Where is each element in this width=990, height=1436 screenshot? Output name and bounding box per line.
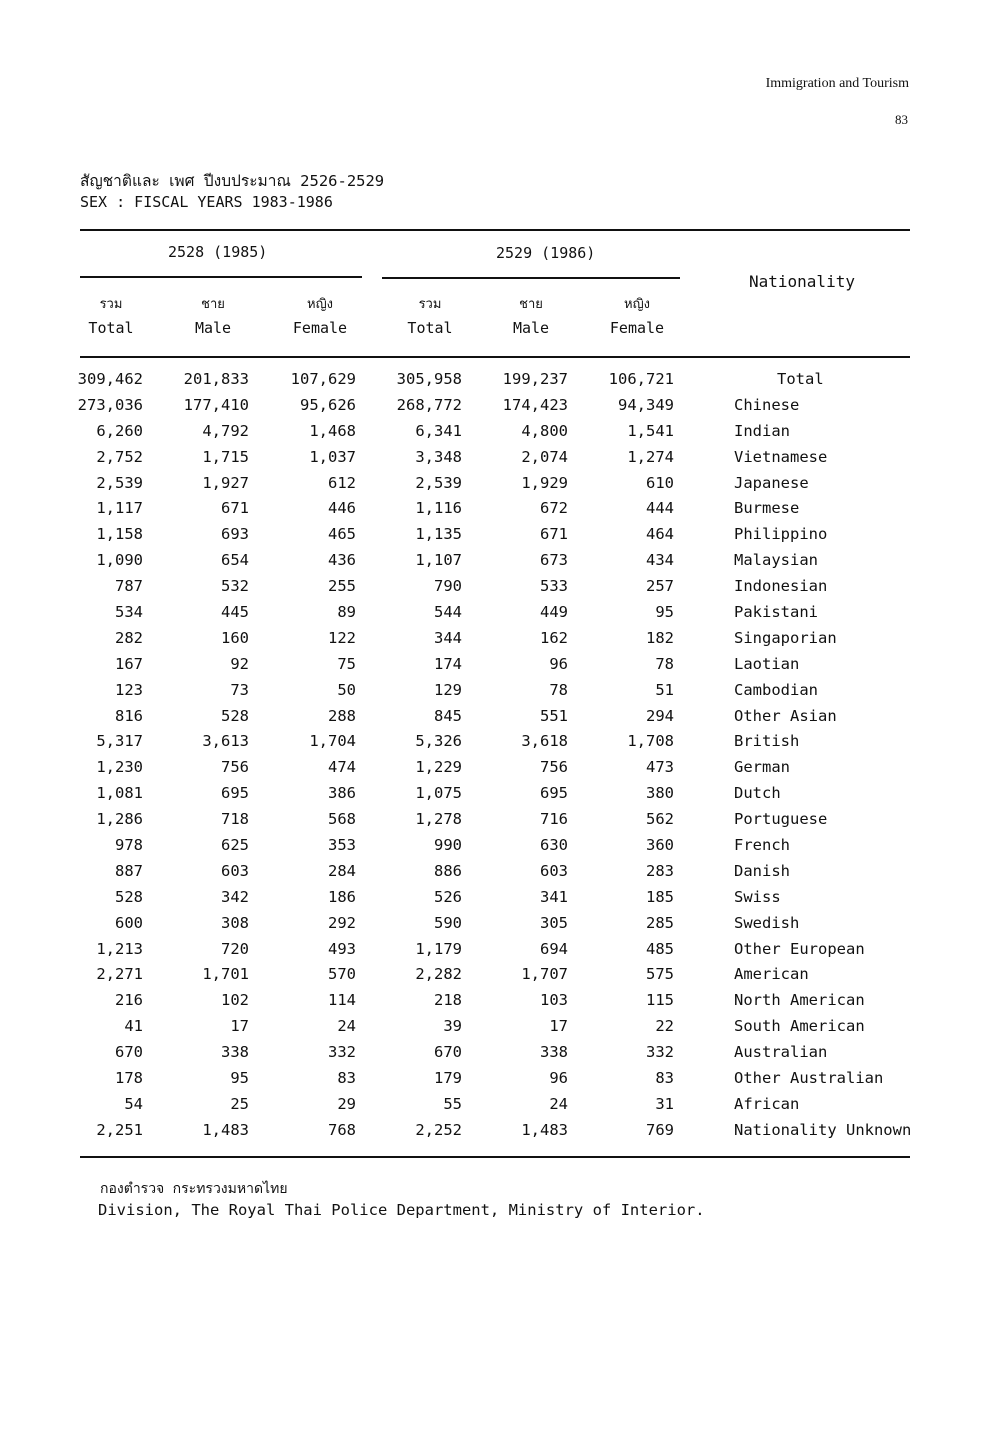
- table-cell: 29: [337, 1094, 356, 1113]
- table-cell: 1,468: [309, 421, 356, 440]
- table-cell: 17: [549, 1017, 568, 1036]
- column-header-male-1986: [486, 293, 576, 337]
- data-table-body: [0, 370, 990, 1147]
- table-cell: 2,752: [96, 447, 143, 466]
- column-header-thai: หญิง: [307, 297, 333, 312]
- table-cell: 162: [540, 628, 568, 647]
- nationality-label: Cambodian: [734, 680, 818, 699]
- table-cell: 338: [540, 1043, 568, 1062]
- table-cell: 718: [221, 810, 249, 829]
- nationality-label: Malaysian: [734, 551, 818, 570]
- running-header: Immigration and Tourism: [765, 76, 909, 91]
- table-cell: 1,179: [415, 939, 462, 958]
- table-cell: 887: [115, 861, 143, 880]
- table-row: [0, 499, 990, 525]
- table-row: [0, 655, 990, 681]
- table-cell: 695: [221, 784, 249, 803]
- nationality-label: British: [734, 732, 800, 751]
- table-row: [0, 732, 990, 758]
- table-title-thai: สัญชาติและ เพศ ปีงบประมาณ 2526-2529: [80, 172, 385, 190]
- table-row: [0, 940, 990, 966]
- nationality-label: French: [734, 836, 790, 855]
- table-cell: 75: [337, 654, 356, 673]
- table-cell: 672: [540, 499, 568, 518]
- table-cell: 534: [115, 603, 143, 622]
- table-cell: 199,237: [502, 370, 568, 388]
- column-header-female-1986: [592, 293, 682, 337]
- table-cell: 360: [646, 836, 674, 855]
- table-cell: 3,618: [521, 732, 568, 751]
- table-cell: 445: [221, 603, 249, 622]
- table-cell: 282: [115, 628, 143, 647]
- table-cell: 2,252: [415, 1120, 462, 1139]
- table-cell: 1,107: [415, 551, 462, 570]
- nationality-label: Swedish: [734, 913, 800, 932]
- table-cell: 603: [221, 861, 249, 880]
- table-cell: 344: [434, 628, 462, 647]
- nationality-label: Philippino: [734, 525, 828, 544]
- column-header-english: Total: [407, 319, 453, 337]
- table-cell: 341: [540, 887, 568, 906]
- table-cell: 1,708: [627, 732, 674, 751]
- table-cell: 95,626: [300, 395, 356, 414]
- column-header-thai: รวม: [99, 297, 123, 312]
- table-cell: 473: [646, 758, 674, 777]
- table-cell: 1,541: [627, 421, 674, 440]
- table-cell: 92: [230, 654, 249, 673]
- table-row: [0, 1069, 990, 1095]
- table-cell: 55: [443, 1094, 462, 1113]
- table-cell: 670: [434, 1043, 462, 1062]
- nationality-label: German: [734, 758, 790, 777]
- table-cell: 610: [646, 473, 674, 492]
- table-cell: 990: [434, 836, 462, 855]
- table-cell: 544: [434, 603, 462, 622]
- table-cell: 24: [549, 1094, 568, 1113]
- table-cell: 1,278: [415, 810, 462, 829]
- table-cell: 756: [221, 758, 249, 777]
- table-cell: 386: [328, 784, 356, 803]
- table-cell: 285: [646, 913, 674, 932]
- year-group-rule-1986: [382, 277, 680, 279]
- table-cell: 600: [115, 913, 143, 932]
- table-cell: 693: [221, 525, 249, 544]
- nationality-label: Danish: [734, 861, 790, 880]
- table-cell: 179: [434, 1069, 462, 1088]
- table-row: [0, 396, 990, 422]
- table-cell: 716: [540, 810, 568, 829]
- nationality-label: Vietnamese: [734, 447, 828, 466]
- table-row: [0, 965, 990, 991]
- column-header-thai: หญิง: [624, 297, 650, 312]
- table-row: [0, 784, 990, 810]
- table-cell: 17: [230, 1017, 249, 1036]
- table-cell: 551: [540, 706, 568, 725]
- nationality-label: Japanese: [734, 473, 809, 492]
- nationality-label: Singaporian: [734, 628, 837, 647]
- table-cell: 2,271: [96, 965, 143, 984]
- table-cell: 1,715: [202, 447, 249, 466]
- table-cell: 114: [328, 991, 356, 1010]
- year-group-rule-1985: [80, 276, 362, 278]
- table-row: [0, 758, 990, 784]
- column-header-total-1985: [66, 293, 156, 337]
- table-cell: 4,800: [521, 421, 568, 440]
- column-header-english: Male: [194, 319, 232, 337]
- table-cell: 288: [328, 706, 356, 725]
- table-row: [0, 629, 990, 655]
- table-cell: 122: [328, 628, 356, 647]
- table-cell: 273,036: [77, 395, 143, 414]
- table-cell: 106,721: [608, 370, 674, 388]
- nationality-label: Indian: [734, 421, 790, 440]
- nationality-label: South American: [734, 1017, 865, 1036]
- table-cell: 95: [655, 603, 674, 622]
- column-header-english: Female: [609, 319, 665, 337]
- table-cell: 332: [646, 1043, 674, 1062]
- source-note-thai: กองตำรวจ กระทรวงมหาดไทย: [100, 1181, 288, 1197]
- table-cell: 115: [646, 991, 674, 1010]
- table-cell: 694: [540, 939, 568, 958]
- table-cell: 94,349: [618, 395, 674, 414]
- table-cell: 1,483: [521, 1120, 568, 1139]
- table-cell: 2,282: [415, 965, 462, 984]
- table-row: [0, 422, 990, 448]
- table-cell: 1,081: [96, 784, 143, 803]
- table-cell: 1,075: [415, 784, 462, 803]
- table-cell: 526: [434, 887, 462, 906]
- table-cell: 575: [646, 965, 674, 984]
- table-row: [0, 914, 990, 940]
- column-header-english: Female: [292, 319, 348, 337]
- table-cell: 444: [646, 499, 674, 518]
- table-cell: 670: [115, 1043, 143, 1062]
- nationality-label: African: [734, 1094, 800, 1113]
- table-cell: 73: [230, 680, 249, 699]
- table-cell: 107,629: [290, 370, 356, 388]
- table-cell: 787: [115, 577, 143, 596]
- table-cell: 95: [230, 1069, 249, 1088]
- table-row: [0, 1095, 990, 1121]
- table-cell: 54: [124, 1094, 143, 1113]
- table-cell: 338: [221, 1043, 249, 1062]
- column-header-male-1985: [168, 293, 258, 337]
- nationality-label: Other Australian: [734, 1069, 884, 1088]
- table-cell: 294: [646, 706, 674, 725]
- table-cell: 1,701: [202, 965, 249, 984]
- table-cell: 78: [655, 654, 674, 673]
- table-cell: 102: [221, 991, 249, 1010]
- table-cell: 612: [328, 473, 356, 492]
- table-cell: 2,074: [521, 447, 568, 466]
- nationality-label: Indonesian: [734, 577, 828, 596]
- table-cell: 182: [646, 628, 674, 647]
- table-cell: 5,317: [96, 732, 143, 751]
- table-cell: 768: [328, 1120, 356, 1139]
- table-row: [0, 474, 990, 500]
- column-header-thai: รวม: [418, 297, 442, 312]
- table-cell: 380: [646, 784, 674, 803]
- table-cell: 178: [115, 1069, 143, 1088]
- table-cell: 1,158: [96, 525, 143, 544]
- source-note-english: Division, The Royal Thai Police Department, Ministry of Interior.: [98, 1201, 705, 1219]
- table-cell: 41: [124, 1017, 143, 1036]
- table-cell: 1,135: [415, 525, 462, 544]
- table-cell: 446: [328, 499, 356, 518]
- table-cell: 886: [434, 861, 462, 880]
- nationality-label: Other European: [734, 939, 865, 958]
- table-top-rule: [80, 229, 910, 231]
- table-cell: 342: [221, 887, 249, 906]
- table-cell: 1,286: [96, 810, 143, 829]
- table-cell: 449: [540, 603, 568, 622]
- table-cell: 532: [221, 577, 249, 596]
- table-cell: 25: [230, 1094, 249, 1113]
- table-cell: 673: [540, 551, 568, 570]
- table-cell: 89: [337, 603, 356, 622]
- table-cell: 2,251: [96, 1120, 143, 1139]
- table-title-english: SEX : FISCAL YEARS 1983-1986: [80, 193, 333, 211]
- table-cell: 123: [115, 680, 143, 699]
- table-cell: 978: [115, 836, 143, 855]
- table-cell: 31: [655, 1094, 674, 1113]
- table-cell: 96: [549, 654, 568, 673]
- page-number: 83: [895, 112, 908, 127]
- table-cell: 51: [655, 680, 674, 699]
- table-cell: 3,613: [202, 732, 249, 751]
- nationality-column-header: Nationality: [749, 272, 855, 291]
- table-cell: 1,090: [96, 551, 143, 570]
- nationality-label: Dutch: [734, 784, 781, 803]
- table-row: [0, 577, 990, 603]
- table-cell: 353: [328, 836, 356, 855]
- table-cell: 695: [540, 784, 568, 803]
- table-cell: 78: [549, 680, 568, 699]
- table-cell: 83: [655, 1069, 674, 1088]
- table-row: [0, 448, 990, 474]
- table-cell: 434: [646, 551, 674, 570]
- table-cell: 654: [221, 551, 249, 570]
- table-cell: 2,539: [415, 473, 462, 492]
- table-cell: 790: [434, 577, 462, 596]
- table-cell: 816: [115, 706, 143, 725]
- table-row: [0, 603, 990, 629]
- table-cell: 1,116: [415, 499, 462, 518]
- table-cell: 83: [337, 1069, 356, 1088]
- table-cell: 6,341: [415, 421, 462, 440]
- nationality-label: Pakistani: [734, 603, 818, 622]
- column-header-thai: ชาย: [519, 297, 543, 312]
- table-cell: 174: [434, 654, 462, 673]
- table-cell: 464: [646, 525, 674, 544]
- table-cell: 625: [221, 836, 249, 855]
- table-cell: 1,213: [96, 939, 143, 958]
- table-cell: 1,704: [309, 732, 356, 751]
- table-row: [0, 836, 990, 862]
- table-cell: 257: [646, 577, 674, 596]
- column-header-english: Total: [88, 319, 134, 337]
- table-row: [0, 707, 990, 733]
- table-cell: 24: [337, 1017, 356, 1036]
- table-cell: 177,410: [183, 395, 249, 414]
- table-cell: 590: [434, 913, 462, 932]
- table-cell: 167: [115, 654, 143, 673]
- table-cell: 671: [221, 499, 249, 518]
- table-cell: 186: [328, 887, 356, 906]
- table-cell: 570: [328, 965, 356, 984]
- nationality-label: Australian: [734, 1043, 828, 1062]
- table-cell: 485: [646, 939, 674, 958]
- nationality-label: Nationality Unknown: [734, 1120, 912, 1139]
- table-cell: 305,958: [396, 370, 462, 388]
- table-cell: 528: [221, 706, 249, 725]
- table-bottom-rule: [80, 1156, 910, 1158]
- table-row: [0, 1017, 990, 1043]
- table-row: [0, 810, 990, 836]
- table-cell: 465: [328, 525, 356, 544]
- table-cell: 284: [328, 861, 356, 880]
- table-cell: 218: [434, 991, 462, 1010]
- table-cell: 268,772: [396, 395, 462, 414]
- table-cell: 185: [646, 887, 674, 906]
- table-cell: 562: [646, 810, 674, 829]
- table-cell: 22: [655, 1017, 674, 1036]
- table-cell: 533: [540, 577, 568, 596]
- table-row: [0, 888, 990, 914]
- table-cell: 308: [221, 913, 249, 932]
- table-cell: 1,274: [627, 447, 674, 466]
- table-row: [0, 551, 990, 577]
- table-cell: 436: [328, 551, 356, 570]
- table-cell: 103: [540, 991, 568, 1010]
- table-cell: 1,707: [521, 965, 568, 984]
- table-cell: 129: [434, 680, 462, 699]
- table-cell: 1,929: [521, 473, 568, 492]
- table-cell: 160: [221, 628, 249, 647]
- column-header-female-1985: [275, 293, 365, 337]
- table-cell: 39: [443, 1017, 462, 1036]
- table-cell: 568: [328, 810, 356, 829]
- table-cell: 720: [221, 939, 249, 958]
- nationality-label: Portuguese: [734, 810, 828, 829]
- table-cell: 1,037: [309, 447, 356, 466]
- table-row: [0, 681, 990, 707]
- table-cell: 1,117: [96, 499, 143, 518]
- table-cell: 1,229: [415, 758, 462, 777]
- table-cell: 845: [434, 706, 462, 725]
- table-cell: 96: [549, 1069, 568, 1088]
- table-cell: 756: [540, 758, 568, 777]
- table-cell: 1,230: [96, 758, 143, 777]
- table-row-total: [0, 370, 990, 396]
- table-header-rule: [80, 356, 910, 358]
- table-cell: 474: [328, 758, 356, 777]
- table-cell: 201,833: [183, 370, 249, 388]
- table-cell: 528: [115, 887, 143, 906]
- table-cell: 174,423: [502, 395, 568, 414]
- table-cell: 1,483: [202, 1120, 249, 1139]
- column-header-english: Male: [512, 319, 550, 337]
- table-cell: 2,539: [96, 473, 143, 492]
- column-header-thai: ชาย: [201, 297, 225, 312]
- table-row: [0, 991, 990, 1017]
- table-cell: 1,927: [202, 473, 249, 492]
- nationality-label: North American: [734, 991, 865, 1010]
- year-group-header-1985: 2528 (1985): [168, 243, 268, 261]
- table-cell: 50: [337, 680, 356, 699]
- table-cell: 5,326: [415, 732, 462, 751]
- table-cell: 493: [328, 939, 356, 958]
- table-cell: 4,792: [202, 421, 249, 440]
- table-cell: 216: [115, 991, 143, 1010]
- nationality-label: Total: [777, 370, 824, 388]
- year-group-header-1986: 2529 (1986): [496, 244, 596, 262]
- nationality-label: Laotian: [734, 654, 800, 673]
- table-cell: 283: [646, 861, 674, 880]
- table-cell: 671: [540, 525, 568, 544]
- column-header-total-1986: [385, 293, 475, 337]
- nationality-label: Chinese: [734, 395, 800, 414]
- nationality-label: Other Asian: [734, 706, 837, 725]
- table-cell: 769: [646, 1120, 674, 1139]
- table-cell: 3,348: [415, 447, 462, 466]
- table-cell: 630: [540, 836, 568, 855]
- table-cell: 6,260: [96, 421, 143, 440]
- nationality-label: Burmese: [734, 499, 800, 518]
- table-row: [0, 525, 990, 551]
- nationality-label: Swiss: [734, 887, 781, 906]
- table-cell: 255: [328, 577, 356, 596]
- table-cell: 292: [328, 913, 356, 932]
- table-row: [0, 1121, 990, 1147]
- table-cell: 332: [328, 1043, 356, 1062]
- table-cell: 603: [540, 861, 568, 880]
- nationality-label: American: [734, 965, 809, 984]
- table-cell: 305: [540, 913, 568, 932]
- table-cell: 309,462: [77, 370, 143, 388]
- table-row: [0, 1043, 990, 1069]
- table-row: [0, 862, 990, 888]
